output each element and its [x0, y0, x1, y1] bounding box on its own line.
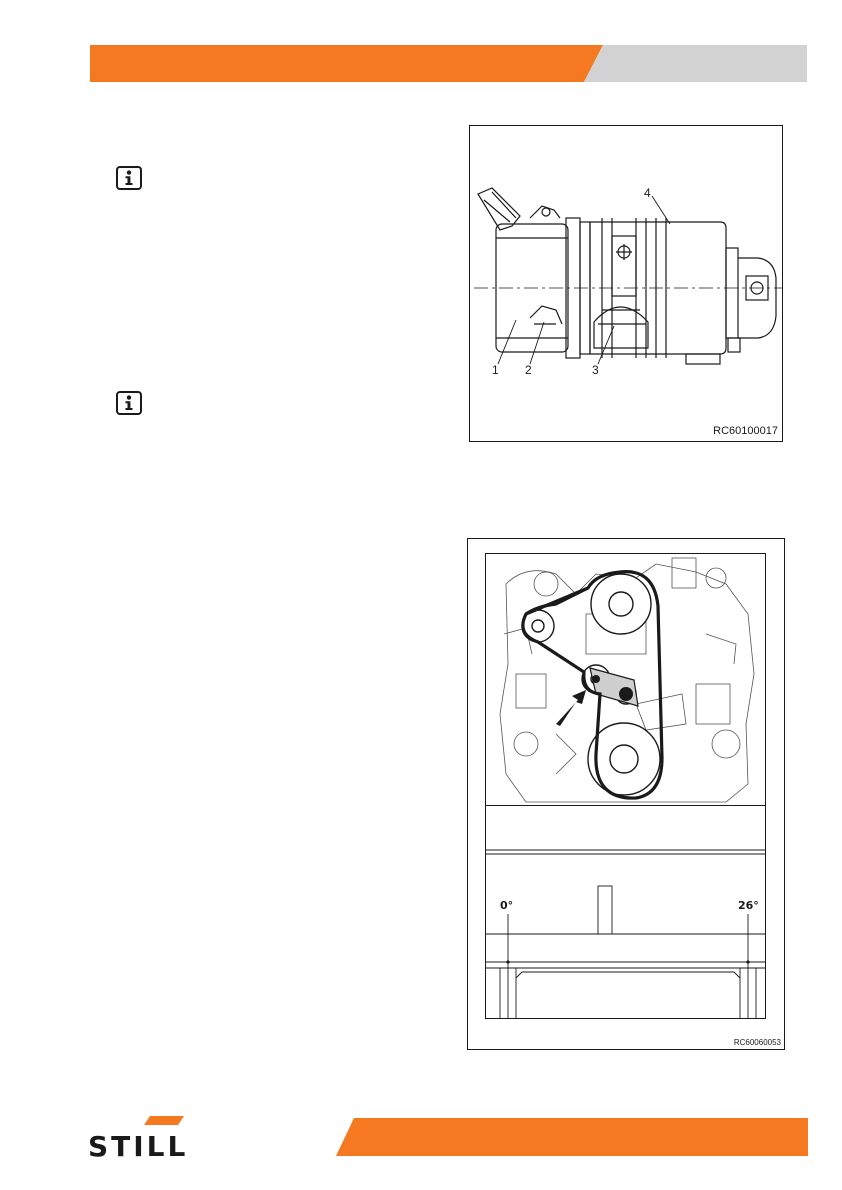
figure-code: RC60100017	[713, 425, 778, 437]
still-logo-text: STILL	[88, 1130, 189, 1160]
info-icon	[116, 391, 142, 415]
figure-air-filter	[469, 125, 783, 442]
scale-start-label: 0°	[500, 899, 514, 912]
air-filter-drawing	[470, 126, 782, 441]
header-band	[0, 0, 842, 100]
callout-3: 3	[592, 363, 599, 377]
callout-2: 2	[525, 363, 532, 377]
callout-1: 1	[492, 363, 499, 377]
engine-belt-drawing	[486, 554, 765, 804]
header-orange-bar	[90, 45, 603, 82]
figure-code: RC60060053	[733, 1038, 781, 1047]
scale-end-label: 26°	[738, 899, 759, 912]
tensioner-scale-drawing	[486, 806, 765, 1018]
figure-belt-tensioner	[467, 538, 785, 1050]
footer-logo	[88, 1116, 222, 1160]
still-logo	[88, 1116, 222, 1160]
header-gray-bar	[584, 45, 807, 82]
footer-orange-bar	[336, 1118, 808, 1156]
callout-4: 4	[644, 186, 651, 200]
info-icon	[116, 166, 142, 190]
